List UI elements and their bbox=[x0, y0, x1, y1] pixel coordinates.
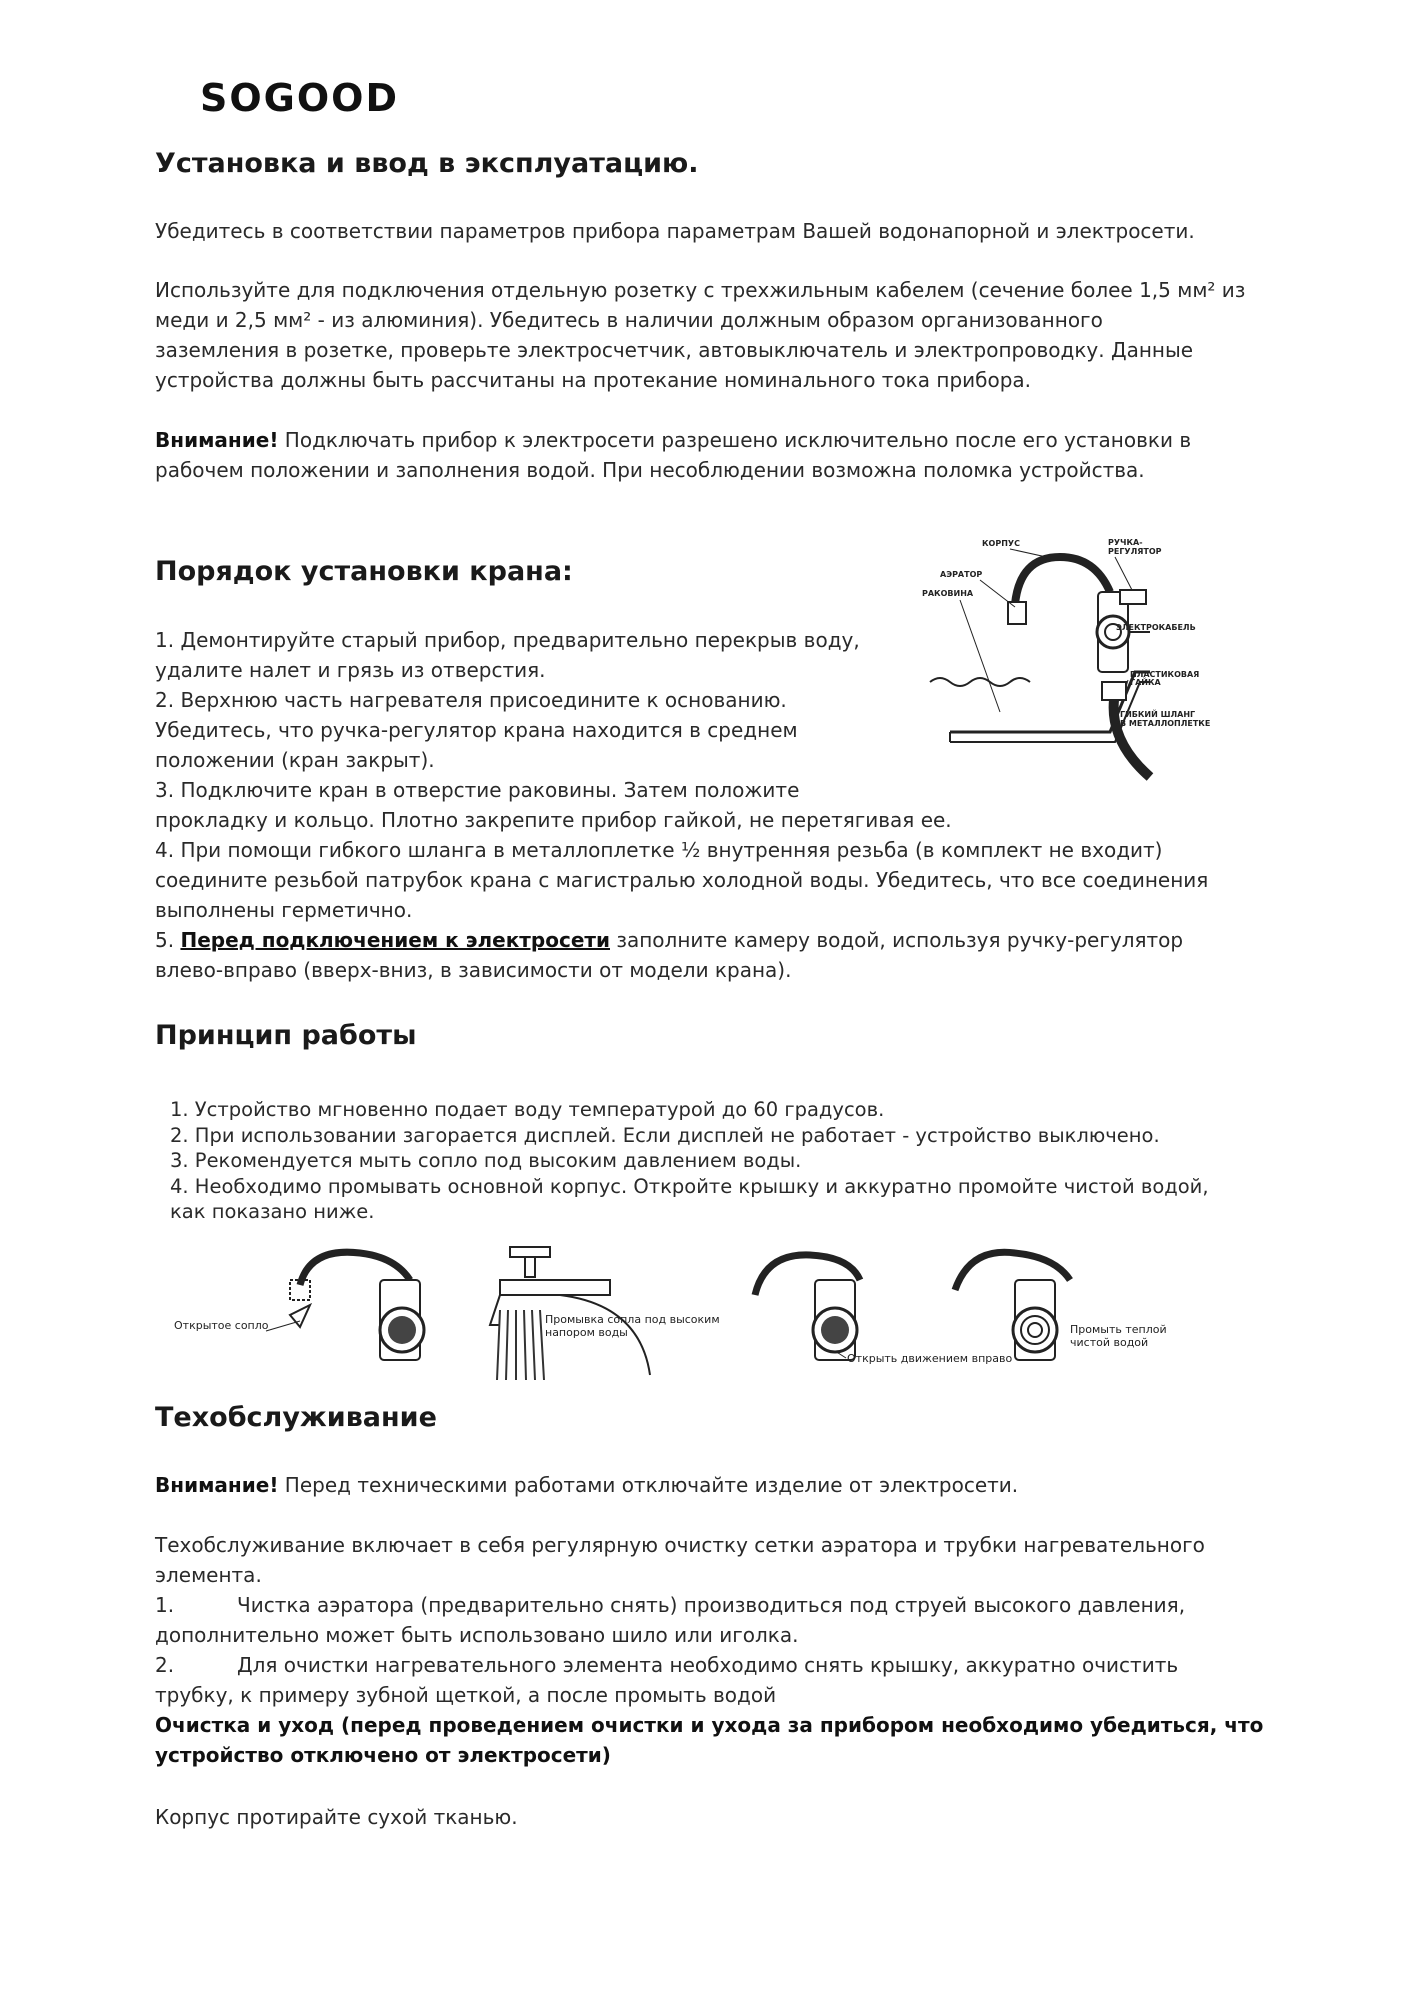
label-rinse-1: Промыть теплой bbox=[1070, 1323, 1167, 1336]
warning-label: Внимание! bbox=[155, 428, 279, 452]
text-line: 2. Верхнюю часть нагревателя присоедините к основанию. bbox=[155, 688, 787, 712]
text-line: выполнены герметично. bbox=[155, 898, 413, 922]
text-line: Чистка аэратора (предварительно снять) производиться под струей высокого давления, bbox=[237, 1593, 1186, 1617]
step5-prefix: 5. bbox=[155, 928, 181, 952]
label-hose-2: В МЕТАЛЛОПЛЕТКЕ bbox=[1120, 719, 1211, 728]
bold-line: устройство отключено от электросети) bbox=[155, 1743, 611, 1767]
section-maintenance-title: Техобслуживание bbox=[155, 1402, 437, 1433]
label-rinse-2: чистой водой bbox=[1070, 1336, 1149, 1349]
label-handle-2: РЕГУЛЯТОР bbox=[1108, 547, 1162, 556]
text-line: влево-вправо (вверх-вниз, в зависимости от модели крана). bbox=[155, 958, 792, 982]
list-item: как показано ниже. bbox=[170, 1200, 375, 1223]
section3-list bbox=[170, 1097, 1209, 1225]
step5-bold: Перед подключением к электросети bbox=[180, 928, 610, 952]
list-item: 1. Устройство мгновенно подает воду температурой до 60 градусов. bbox=[170, 1098, 885, 1121]
text-line: 4. При помощи гибкого шланга в металлоплетке ½ внутренняя резьба (в комплект не входит) bbox=[155, 838, 1163, 862]
text-line: удалите налет и грязь из отверстия. bbox=[155, 658, 546, 682]
text-line: Техобслуживание включает в себя регулярную очистку сетки аэратора и трубки нагревательного bbox=[155, 1533, 1205, 1557]
warning-text: Перед техническими работами отключайте изделие от электросети. bbox=[278, 1473, 1019, 1497]
text-line: элемента. bbox=[155, 1563, 262, 1587]
label-nut-1: ПЛАСТИКОВАЯ bbox=[1130, 670, 1200, 679]
section1-paragraph-2 bbox=[155, 275, 1245, 395]
label-korpus: КОРПУС bbox=[982, 539, 1020, 548]
label-wash-2: напором воды bbox=[545, 1326, 628, 1339]
text-line: прокладку и кольцо. Плотно закрепите прибор гайкой, не перетягивая ее. bbox=[155, 808, 952, 832]
section4-body bbox=[155, 1530, 1263, 1770]
section1-warning bbox=[155, 425, 1191, 485]
label-hose-1: ГИБКИЙ ШЛАНГ bbox=[1120, 710, 1196, 719]
label-cable: ЭЛЕКТРОКАБЕЛЬ bbox=[1116, 623, 1196, 632]
text-line: Убедитесь, что ручка-регулятор крана находится в среднем bbox=[155, 718, 798, 742]
text-line: меди и 2,5 мм² - из алюминия). Убедитесь в наличии должным образом организованного bbox=[155, 308, 1103, 332]
brand-logo: SOGOOD bbox=[200, 76, 400, 120]
text-line: Используйте для подключения отдельную розетку с трехжильным кабелем (сечение более 1,5 мм² из bbox=[155, 278, 1246, 302]
list-item: 2. При использовании загорается дисплей. Если дисплей не работает - устройство выключено. bbox=[170, 1123, 1160, 1147]
text-line: трубку, к примеру зубной щеткой, а после промыть водой bbox=[155, 1683, 777, 1707]
item-number: 1. bbox=[155, 1593, 175, 1617]
section4-warning bbox=[155, 1470, 1018, 1500]
section-faucet-install-title: Порядок установки крана: bbox=[155, 556, 573, 587]
text-line: дополнительно может быть использовано шило или иголка. bbox=[155, 1623, 799, 1647]
label-open-right: Открыть движением вправо bbox=[847, 1352, 1013, 1365]
label-nut-2: ГАЙКА bbox=[1130, 678, 1161, 687]
section-installation-title: Установка и ввод в эксплуатацию. bbox=[155, 148, 699, 179]
section-operation-title: Принцип работы bbox=[155, 1020, 417, 1051]
label-sink: РАКОВИНА bbox=[922, 589, 974, 598]
label-handle-1: РУЧКА- bbox=[1108, 538, 1143, 547]
section1-paragraph-1: Убедитесь в соответствии параметров прибора параметрам Вашей водонапорной и электросети. bbox=[155, 219, 1195, 243]
text-line: 3. Подключите кран в отверстие раковины. Затем положите bbox=[155, 778, 800, 802]
step5-rest: заполните камеру водой, используя ручку-регулятор bbox=[609, 928, 1184, 952]
bold-line: Очистка и уход (перед проведением очистки и ухода за прибором необходимо убедиться, что bbox=[155, 1713, 1264, 1737]
warning-label: Внимание! bbox=[155, 1473, 279, 1497]
warning-text: Подключать прибор к электросети разрешено исключительно после его установки в bbox=[278, 428, 1192, 452]
section4-final: Корпус протирайте сухой тканью. bbox=[155, 1805, 518, 1829]
text-line: 1. Демонтируйте старый прибор, предварительно перекрыв воду, bbox=[155, 628, 860, 652]
label-open-nozzle: Открытое сопло bbox=[174, 1319, 269, 1332]
text-line: заземления в розетке, проверьте электросчетчик, автовыключатель и электропроводку. Данные bbox=[155, 338, 1194, 362]
text-line: положении (кран закрыт). bbox=[155, 748, 435, 772]
text-line: соедините резьбой патрубок крана с магистралью холодной воды. Убедитесь, что все соединения bbox=[155, 868, 1209, 892]
list-item: 4. Необходимо промывать основной корпус. Откройте крышку и аккуратно промойте чистой водой, bbox=[170, 1174, 1209, 1198]
label-aerator: АЭРАТОР bbox=[940, 570, 983, 579]
list-item: 3. Рекомендуется мыть сопло под высоким давлением воды. bbox=[170, 1149, 802, 1172]
label-wash-1: Промывка сопла под высоким bbox=[545, 1313, 720, 1326]
cleaning-illustrations bbox=[170, 1235, 1190, 1385]
text-line: Для очистки нагревательного элемента необходимо снять крышку, аккуратно очистить bbox=[237, 1653, 1179, 1677]
section2-steps bbox=[155, 625, 1211, 985]
warning-text-line2: рабочем положении и заполнения водой. При несоблюдении возможна поломка устройства. bbox=[155, 458, 1145, 482]
item-number: 2. bbox=[155, 1653, 175, 1677]
text-line: устройства должны быть рассчитаны на протекание номинального тока прибора. bbox=[155, 368, 1032, 392]
